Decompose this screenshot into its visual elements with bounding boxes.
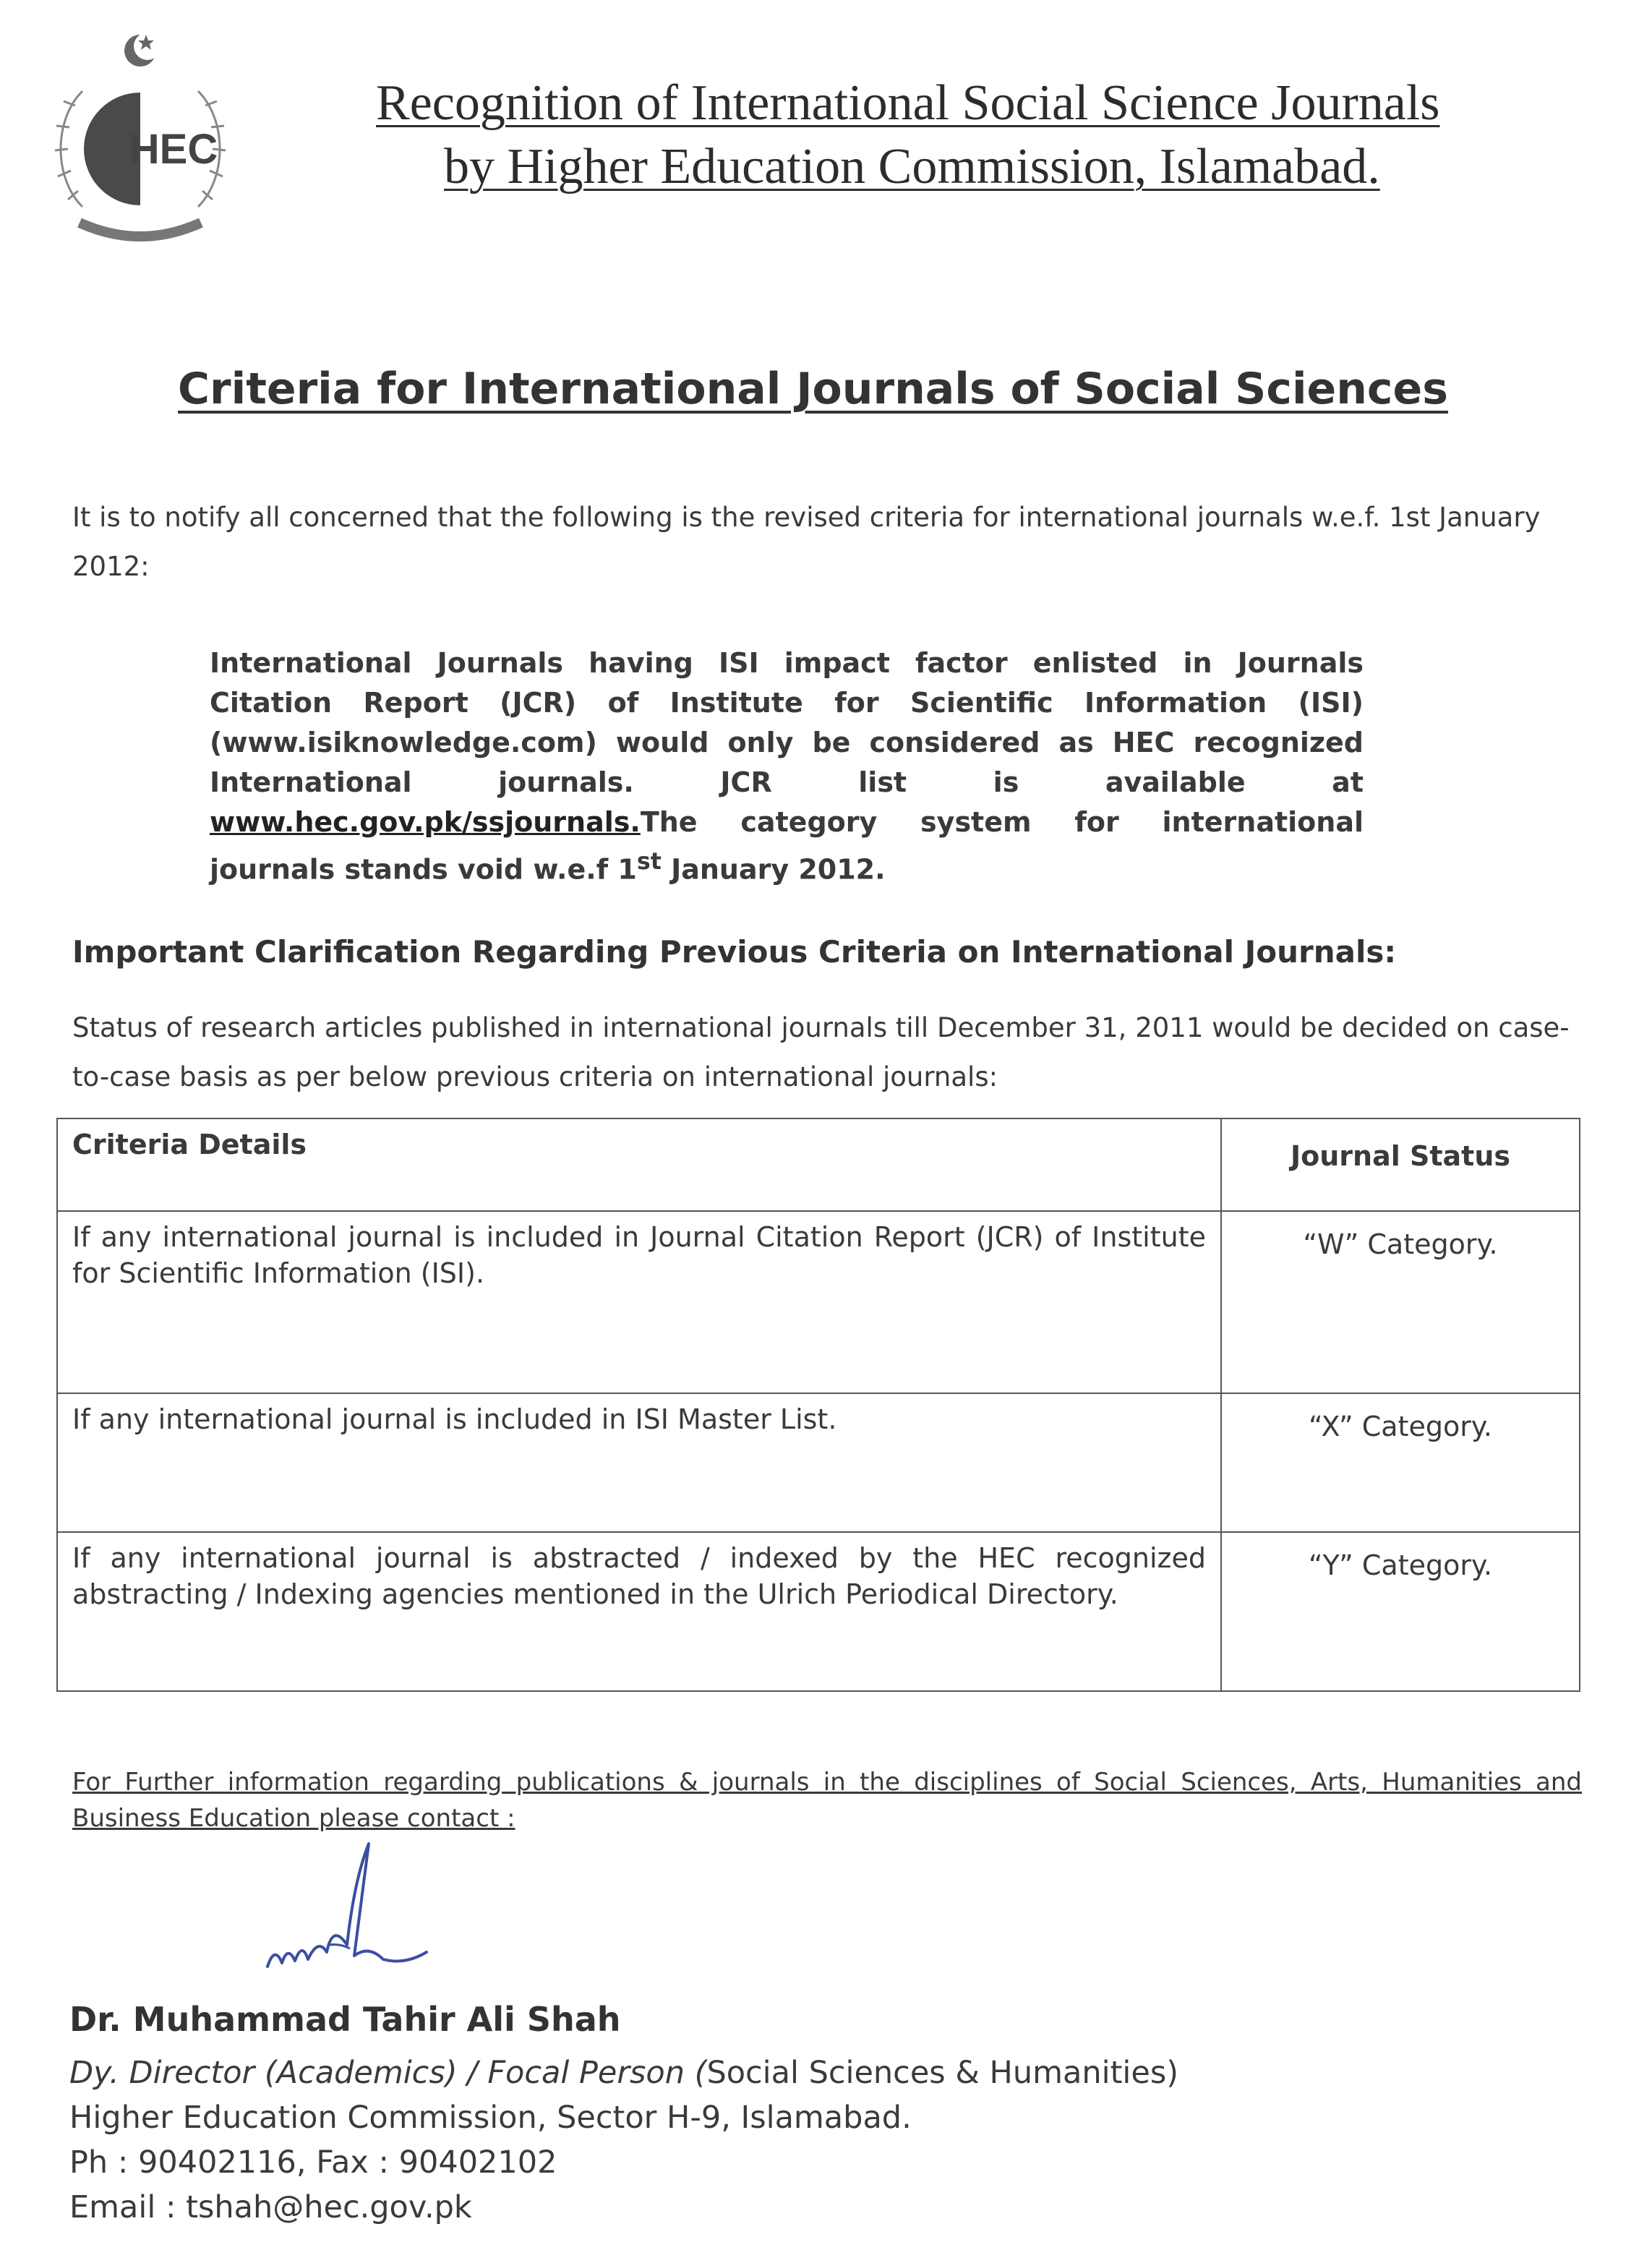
notice-text-3: January 2012.	[661, 853, 886, 886]
designation-rest: Social Sciences & Humanities)	[706, 2055, 1179, 2091]
header-criteria-details: Criteria Details	[57, 1118, 1221, 1211]
link-dot: .	[630, 806, 641, 838]
jcr-list-link[interactable]	[210, 806, 641, 838]
journal-status: “Y” Category.	[1221, 1532, 1580, 1691]
signer-address: Higher Education Commission, Sector H-9, Islamabad.	[69, 2100, 912, 2136]
signer-name: Dr. Muhammad Tahir Ali Shah	[69, 2000, 621, 2039]
signer-phone-fax: Ph : 90402116, Fax : 90402102	[69, 2144, 557, 2181]
criteria-detail: If any international journal is included in ISI Master List.	[57, 1393, 1221, 1532]
link-path: ssjournals	[471, 806, 630, 838]
journal-status: “X” Category.	[1221, 1393, 1580, 1532]
criteria-title: Criteria for International Journals of Social Sciences	[178, 364, 1448, 414]
logo-text: HEC	[129, 126, 218, 173]
notice-paragraph	[210, 643, 1364, 890]
notice-superscript: st	[636, 849, 662, 875]
criteria-table	[56, 1118, 1580, 1692]
table-header-row	[57, 1118, 1580, 1211]
table-row	[57, 1532, 1580, 1691]
criteria-detail: If any international journal is abstracted / indexed by the HEC recognized abstracting / Indexing agencies mentioned in the Ulrich Periodical Directory.	[57, 1532, 1221, 1691]
criteria-detail: If any international journal is included in Journal Citation Report (JCR) of Institute for Scientific Information (ISI).	[57, 1211, 1221, 1393]
hec-logo	[32, 26, 249, 257]
notice-text-1: International Journals having ISI impact factor enlisted in Journals Citation Report (JCR) of Institute for Scientific Information (ISI) (www.isiknowledge.com) would only be considered as HEC recognized International journals. JCR list is available at	[210, 647, 1364, 798]
handwritten-signature	[260, 1836, 448, 1996]
designation-italic: Dy. Director (Academics) / Focal Person (	[69, 2055, 707, 2091]
header-journal-status: Journal Status	[1221, 1118, 1580, 1211]
contact-note: For Further information regarding publications & journals in the disciplines of Social Sciences, Arts, Humanities and Business Education please contact :	[72, 1768, 1582, 1833]
header-line-2: by Higher Education Commission, Islamabad.	[444, 139, 1380, 194]
intro-paragraph: It is to notify all concerned that the following is the revised criteria for international journals w.e.f. 1st January 2012:	[72, 502, 1541, 582]
link-domain: www.hec.gov.pk	[210, 806, 462, 838]
header-line-1: Recognition of International Social Science Journals	[376, 75, 1440, 131]
clarification-title: Important Clarification Regarding Previous Criteria on International Journals:	[72, 934, 1397, 970]
table-row	[57, 1393, 1580, 1532]
journal-status: “W” Category.	[1221, 1211, 1580, 1393]
clarification-text: Status of research articles published in international journals till December 31, 2011 would be decided on case-to-case basis as per below previous criteria on international journals:	[72, 1012, 1570, 1092]
signer-designation	[69, 2055, 1179, 2091]
crescent-star-icon	[124, 33, 161, 67]
table-row	[57, 1211, 1580, 1393]
notice-text-2: The category system for international journals stands void w.e.f 1	[210, 806, 1364, 886]
signer-email[interactable]: Email : tshah@hec.gov.pk	[69, 2189, 472, 2225]
logo-ribbon	[80, 223, 201, 236]
link-separator: /	[462, 806, 472, 838]
